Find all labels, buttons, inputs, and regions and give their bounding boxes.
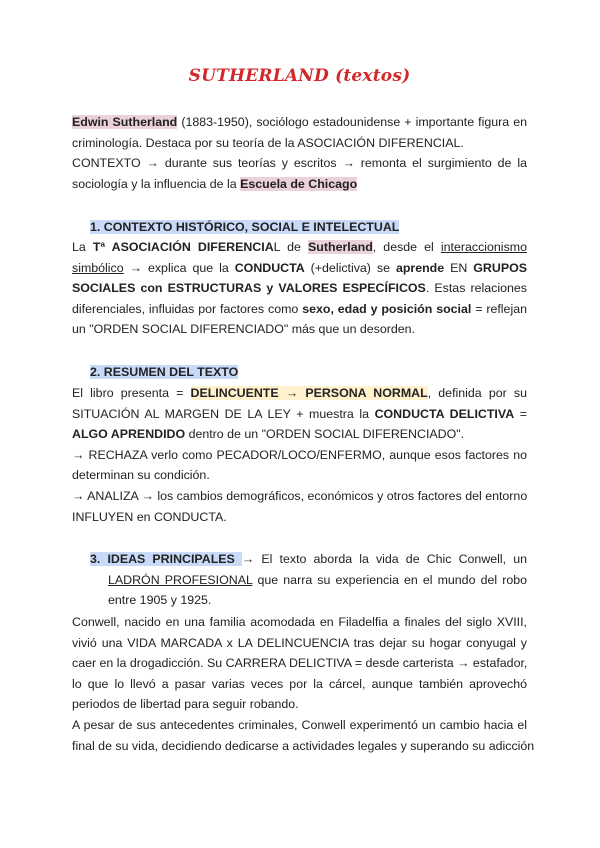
chicago-school: Escuela de Chicago xyxy=(240,176,358,191)
s2-text: dentro de un "ORDEN SOCIAL DIFERENCIADO". xyxy=(185,427,465,442)
s3-p1-line: Conwell, nacido en una familia acomodada en Filadelfia a finales del siglo XVIII, xyxy=(72,615,527,629)
s3-line-1 xyxy=(72,549,527,570)
s1-text: . Estas relaciones xyxy=(425,281,527,296)
section-2-heading xyxy=(90,362,238,382)
s3-line-3: entre 1905 y 1925. xyxy=(108,593,212,608)
s1-line-4 xyxy=(72,299,527,320)
s3-p2-line: A pesar de sus antecedentes criminales, Conwell experimentó un cambio hacia el xyxy=(72,718,527,732)
section-2-heading-text: 2. RESUMEN DEL TEXTO xyxy=(90,365,239,379)
document-title: SUTHERLAND (textos) xyxy=(188,66,411,86)
s1-line-5: un "ORDEN SOCIAL DIFERENCIADO" más que un desorden. xyxy=(72,322,416,337)
s2-line-5: determinan su condición. xyxy=(72,468,210,483)
section-1-paragraph xyxy=(72,237,527,340)
section-1-heading-text: 1. CONTEXTO HISTÓRICO, SOCIAL E INTELECTUAL xyxy=(90,220,400,234)
s1-underline: interaccionismo xyxy=(440,240,527,254)
intro-text: sociología y la influencia de la xyxy=(72,176,241,191)
s2-line-2 xyxy=(72,404,527,425)
s3-text: → El texto aborda la vida de Chic Conwell, un xyxy=(241,552,528,566)
section-3-intro xyxy=(72,549,527,611)
intro-line-3: CONTEXTO → durante sus teorías y escritos → remonta el surgimiento de la xyxy=(72,156,527,171)
s3-p1-line: caer en la drogadicción. Su CARRERA DELICTIVA = desde carterista → estafador, xyxy=(72,656,528,671)
s1-text: → explica que la xyxy=(123,260,235,275)
s2-text: SITUACIÓN AL MARGEN DE LA LEY + muestra la xyxy=(72,406,375,421)
s3-p2-line: final de su vida, decidiendo dedicarse a actividades legales y superando su adicción xyxy=(72,738,535,753)
s1-text: EN xyxy=(444,260,474,275)
s1-text: La xyxy=(72,240,93,254)
s1-underline: simbólico xyxy=(72,260,124,275)
s3-p1-line: lo que lo llevó a pasar varias veces por la cárcel, aunque también aprovechó xyxy=(72,676,527,691)
s1-text: (+delictiva) se xyxy=(304,260,396,275)
s1-line-2 xyxy=(72,258,527,279)
s2-line-4: → RECHAZA verlo como PECADOR/LOCO/ENFERMO, aunque esos factores no xyxy=(72,447,527,462)
s2-bold: CONDUCTA DELICTIVA xyxy=(374,406,515,421)
s1-bold: Tª ASOCIACIÓN DIFERENCIA xyxy=(92,240,274,254)
s1-bold: sexo, edad y posición social xyxy=(302,301,472,316)
section-3-paragraph-2 xyxy=(72,715,535,756)
section-1-heading xyxy=(90,217,399,237)
s3-underlined: LADRÓN PROFESIONAL xyxy=(108,572,253,587)
s1-line-3 xyxy=(72,278,527,299)
s2-line-7: INFLUYEN en CONDUCTA. xyxy=(72,509,227,524)
s3-p1-line: vivió una VIDA MARCADA x LA DELINCUENCIA tras dejar su hogar conyugal y xyxy=(72,635,527,650)
section-2-paragraph xyxy=(72,383,527,527)
s2-bold: ALGO APRENDIDO xyxy=(72,427,186,442)
s2-highlight: DELINCUENTE → PERSONA NORMAL xyxy=(190,386,428,400)
section-3-heading: 3. IDEAS PRINCIPALES xyxy=(90,552,242,566)
s1-text: diferenciales, influidas por factores como xyxy=(72,301,303,316)
s2-text: = xyxy=(514,406,527,421)
intro-text: (1883-1950), sociólogo estadounidense + importante figura en xyxy=(177,115,528,129)
s1-line-1 xyxy=(72,237,527,258)
s2-text: El libro presenta = xyxy=(72,386,191,400)
s1-author: Sutherland xyxy=(308,240,373,254)
intro-paragraph xyxy=(72,112,527,194)
s1-bold: aprende xyxy=(395,260,445,275)
s2-line-3 xyxy=(72,424,527,445)
s2-line-6: → ANALIZA → los cambios demográficos, económicos y otros factores del entorno xyxy=(72,488,528,503)
s1-bold: CONDUCTA xyxy=(234,260,305,275)
intro-line-1 xyxy=(72,112,527,133)
s3-p1-line: periodos de libertad para seguir robando. xyxy=(72,697,299,712)
s2-text: , definida por su xyxy=(427,386,527,400)
intro-line-2: criminología. Destaca por su teoría de la ASOCIACIÓN DIFERENCIAL. xyxy=(72,135,464,150)
intro-line-4 xyxy=(72,174,527,195)
s2-line-1 xyxy=(72,383,527,404)
s1-text: L de xyxy=(273,240,309,254)
s1-text: = reflejan xyxy=(471,301,527,316)
s3-text: que narra su experiencia en el mundo del robo xyxy=(252,572,527,587)
s1-bold: SOCIALES con ESTRUCTURAS y VALORES ESPECÍFICOS xyxy=(72,281,426,296)
s1-text: , desde el xyxy=(372,240,441,254)
s3-line-2 xyxy=(72,570,527,591)
s1-bold: GRUPOS xyxy=(473,260,527,275)
section-3-paragraph-1 xyxy=(72,612,527,715)
author-name: Edwin Sutherland xyxy=(72,115,178,129)
